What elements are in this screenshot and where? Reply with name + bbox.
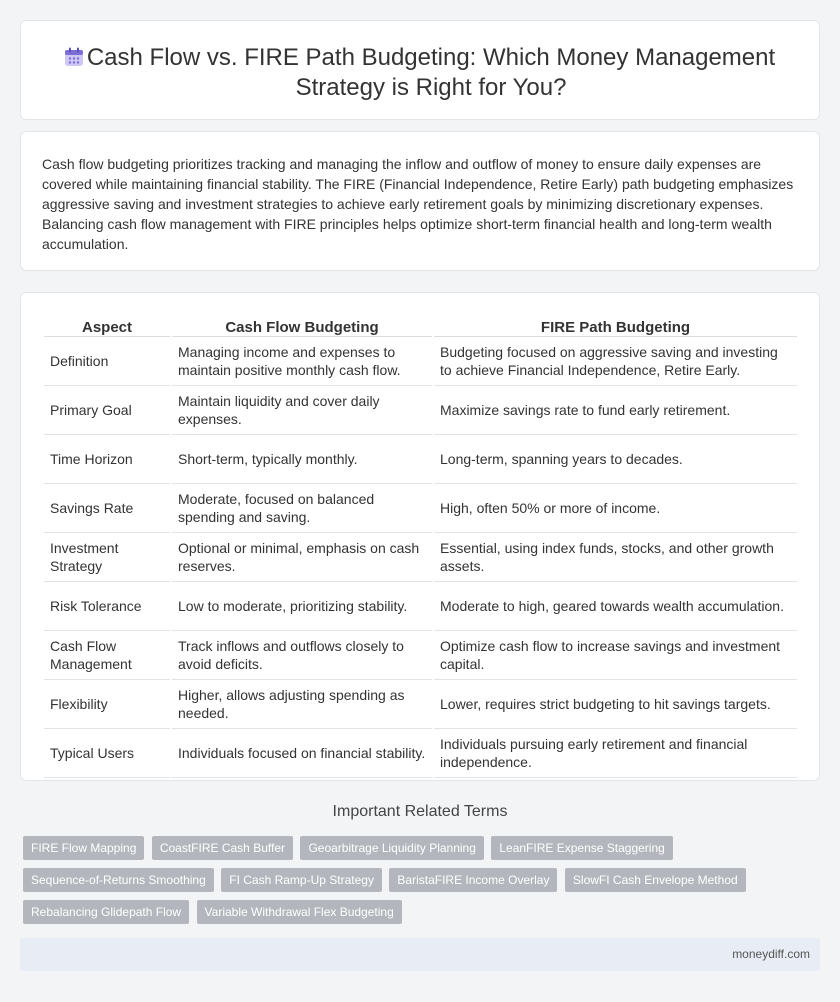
table-row	[44, 582, 797, 631]
fire-cell: Lower, requires strict budgeting to hit savings targets.	[434, 680, 797, 729]
related-term-tag[interactable]: FI Cash Ramp-Up Strategy	[221, 868, 382, 892]
table-row	[44, 631, 797, 680]
intro-card	[20, 131, 820, 271]
table-row	[44, 484, 797, 533]
fire-cell: Budgeting focused on aggressive saving and investing to achieve Financial Independence, Retire Early.	[434, 337, 797, 386]
page-title: Cash Flow vs. FIRE Path Budgeting: Which Money Management Strategy is Right for You?	[86, 44, 776, 101]
header-cash-flow: Cash Flow Budgeting	[172, 315, 432, 337]
table-row	[44, 680, 797, 729]
related-term-tag[interactable]: FIRE Flow Mapping	[23, 836, 144, 860]
fire-cell: Individuals pursuing early retirement and financial independence.	[434, 729, 797, 778]
comparison-card	[20, 292, 820, 781]
aspect-cell: Typical Users	[44, 729, 170, 778]
related-term-tag[interactable]: CoastFIRE Cash Buffer	[152, 836, 293, 860]
table-row	[44, 386, 797, 435]
fire-cell: Maximize savings rate to fund early retirement.	[434, 386, 797, 435]
related-term-tag[interactable]: SlowFI Cash Envelope Method	[565, 868, 746, 892]
fire-cell: Essential, using index funds, stocks, and other growth assets.	[434, 533, 797, 582]
cash-flow-cell: Higher, allows adjusting spending as needed.	[172, 680, 432, 729]
fire-cell: Long-term, spanning years to decades.	[434, 435, 797, 484]
footer-bar	[20, 938, 820, 971]
related-terms-heading: Important Related Terms	[332, 803, 508, 820]
cash-flow-cell: Track inflows and outflows closely to avoid deficits.	[172, 631, 432, 680]
aspect-cell: Risk Tolerance	[44, 582, 170, 631]
related-term-tag[interactable]: Rebalancing Glidepath Flow	[23, 900, 189, 924]
related-term-tag[interactable]: Geoarbitrage Liquidity Planning	[300, 836, 483, 860]
fire-cell: High, often 50% or more of income.	[434, 484, 797, 533]
aspect-cell: Investment Strategy	[44, 533, 170, 582]
aspect-cell: Savings Rate	[44, 484, 170, 533]
aspect-cell: Time Horizon	[44, 435, 170, 484]
aspect-cell: Definition	[44, 337, 170, 386]
fire-cell: Optimize cash flow to increase savings and investment capital.	[434, 631, 797, 680]
related-term-tag[interactable]: Sequence-of-Returns Smoothing	[23, 868, 214, 892]
cash-flow-cell: Optional or minimal, emphasis on cash reserves.	[172, 533, 432, 582]
table-row	[44, 729, 797, 778]
cash-flow-cell: Short-term, typically monthly.	[172, 435, 432, 484]
cash-flow-cell: Maintain liquidity and cover daily expenses.	[172, 386, 432, 435]
related-term-tag[interactable]: BaristaFIRE Income Overlay	[389, 868, 557, 892]
aspect-cell: Cash Flow Management	[44, 631, 170, 680]
related-terms-list	[23, 836, 803, 932]
cash-flow-cell: Managing income and expenses to maintain positive monthly cash flow.	[172, 337, 432, 386]
header-fire: FIRE Path Budgeting	[434, 315, 797, 337]
related-term-tag[interactable]: Variable Withdrawal Flex Budgeting	[197, 900, 402, 924]
related-term-tag[interactable]: LeanFIRE Expense Staggering	[491, 836, 672, 860]
footer-site-link[interactable]: moneydiff.com	[732, 947, 810, 961]
header-aspect: Aspect	[44, 315, 170, 337]
intro-paragraph: Cash flow budgeting prioritizes tracking and managing the inflow and outflow of money to ensure daily expenses are covered while maintaining financial stability. The FIRE (Financial Independence, Retire Early) path budgeting emphasizes aggressive saving and investment strategies to achieve early retirement goals by minimizing discretionary expenses. Balancing cash flow management with FIRE principles helps optimize short-term financial health and long-term wealth accumulation.	[42, 156, 794, 252]
aspect-cell: Flexibility	[44, 680, 170, 729]
table-row	[44, 337, 797, 386]
cash-flow-cell: Moderate, focused on balanced spending and saving.	[172, 484, 432, 533]
fire-cell: Moderate to high, geared towards wealth accumulation.	[434, 582, 797, 631]
table-row	[44, 435, 797, 484]
title-card	[20, 20, 820, 120]
comparison-table	[42, 315, 799, 778]
aspect-cell: Primary Goal	[44, 386, 170, 435]
cash-flow-cell: Low to moderate, prioritizing stability.	[172, 582, 432, 631]
cash-flow-cell: Individuals focused on financial stability.	[172, 729, 432, 778]
table-row	[44, 533, 797, 582]
table-header-row	[44, 315, 797, 337]
